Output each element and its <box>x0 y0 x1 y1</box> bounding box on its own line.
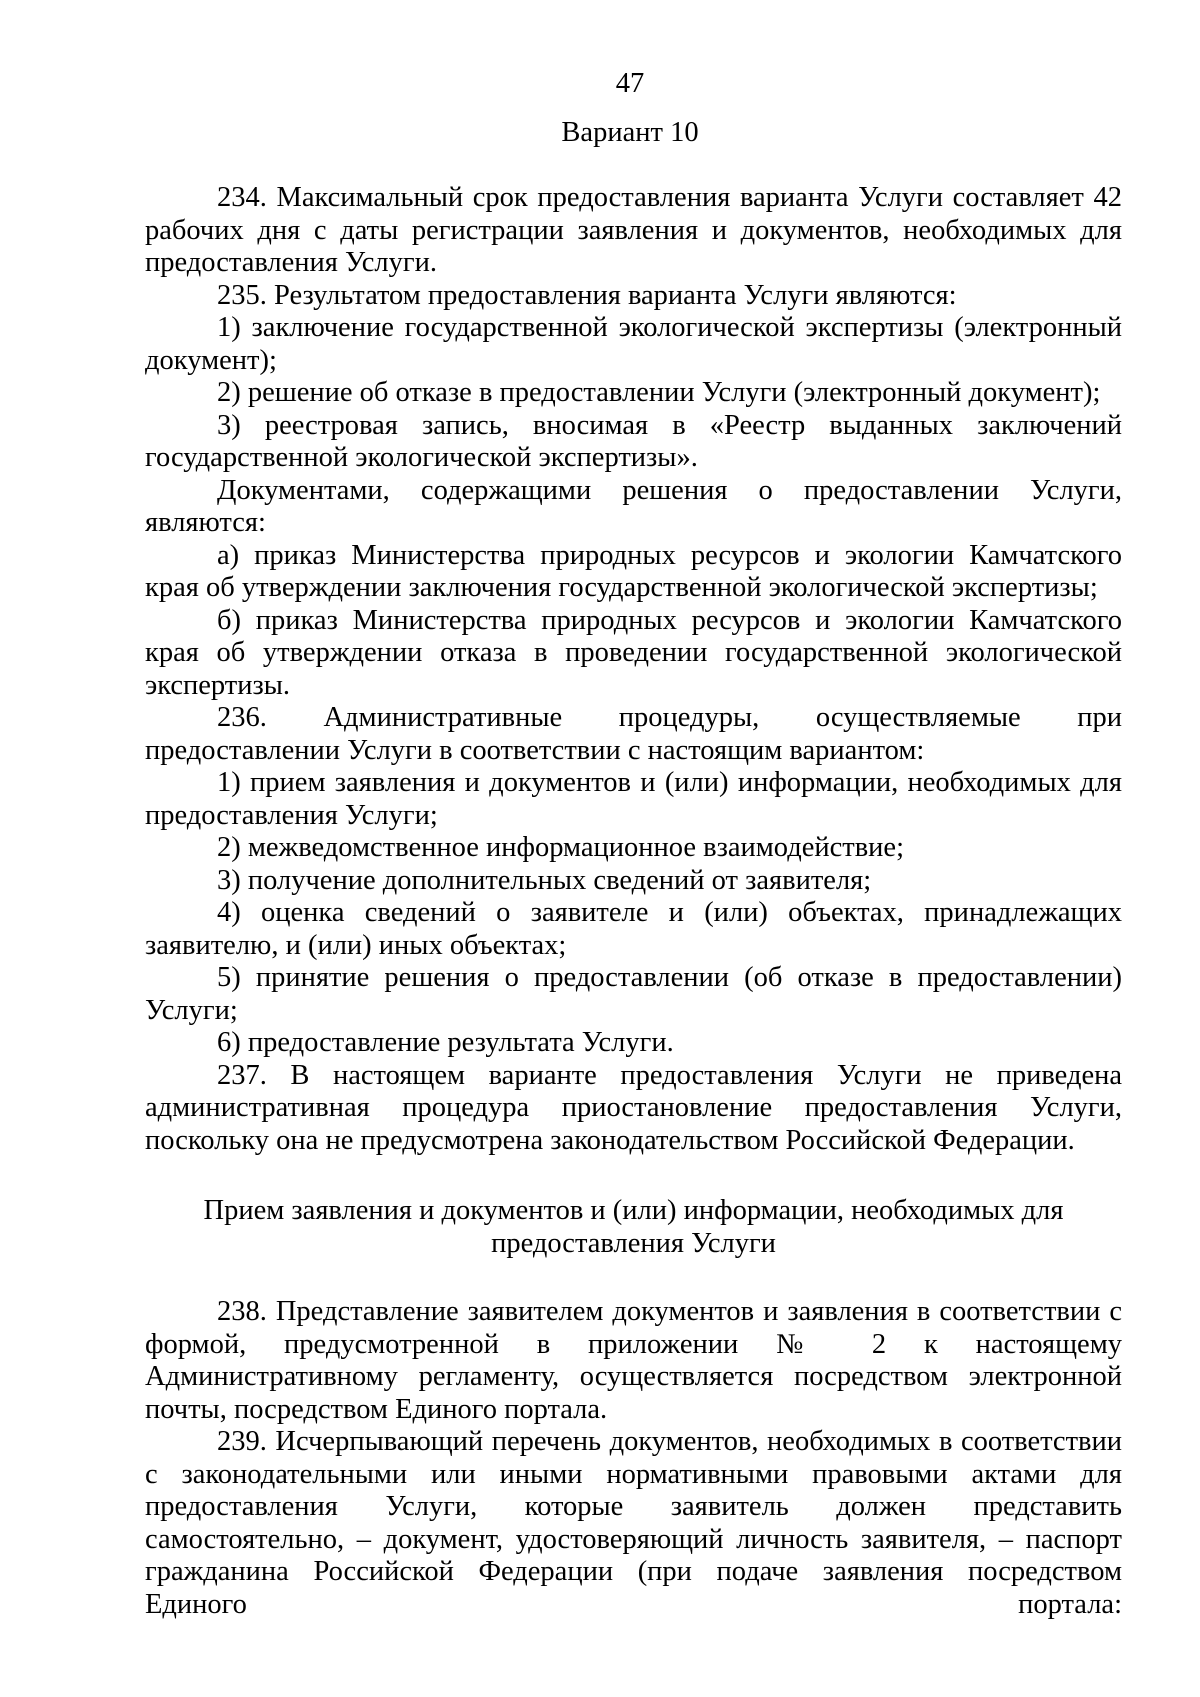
paragraph-236: 236. Административные процедуры, осуществляемые при предоставлении Услуги в соответствии с настоящим вариантом: <box>145 702 1122 766</box>
list-item-236-1: 1) прием заявления и документов и (или) информации, необходимых для предоставления Услуги; <box>145 767 1122 831</box>
list-item-236-3: 3) получение дополнительных сведений от заявителя; <box>217 864 872 896</box>
list-item-decision-b: б) приказ Министерства природных ресурсов и экологии Камчатского края об утверждении отказа в проведении государственной экологической экспертизы. <box>145 604 1122 701</box>
list-item-236-4: 4) оценка сведений о заявителе и (или) объектах, принадлежащих заявителю, и (или) иных объектах; <box>145 897 1122 961</box>
list-item-236-5: 5) принятие решения о предоставлении (об отказе в предоставлении) Услуги; <box>145 962 1122 1026</box>
paragraph-239: 239. Исчерпывающий перечень документов, необходимых в соответствии с законодательными или иными нормативными правовыми актами для предоставления Услуги, которые заявитель должен представить самостоятельно, – документ, удостоверяющий личность заявителя, – паспорт гражданина Российской Федерации (при подаче заявления посредством Единого портала: <box>145 1426 1122 1620</box>
list-item-decision-a: а) приказ Министерства природных ресурсов и экологии Камчатского края об утверждении заключения государственной экологической экспертизы; <box>145 539 1122 603</box>
page-number: 47 <box>615 68 645 99</box>
list-item-236-6: 6) предоставление результата Услуги. <box>217 1027 674 1058</box>
paragraph-237: 237. В настоящем варианте предоставления Услуги не приведена административная процедура приостановление предоставления Услуги, поскольку она не предусмотрена законодательством Российской Федерации. <box>145 1059 1122 1156</box>
list-item-236-2: 2) межведомственное информационное взаимодействие; <box>217 832 904 863</box>
paragraph-238: 238. Представление заявителем документов и заявления в соответствии с формой, предусмотренной в приложении № 2 к настоящему Административному регламенту, осуществляется посредством электронной почты, посредством Единого портала. <box>145 1296 1122 1425</box>
paragraph-decision-documents: Документами, содержащими решения о предоставлении Услуги, являются: <box>145 474 1122 538</box>
section-heading: Прием заявления и документов и (или) информации, необходимых для предоставления Услуги <box>203 1195 1064 1259</box>
variant-title: Вариант 10 <box>561 117 699 148</box>
list-item-235-3: 3) реестровая запись, вносимая в «Реестр выданных заключений государственной экологической экспертизы». <box>145 409 1122 473</box>
list-item-235-1: 1) заключение государственной экологической экспертизы (электронный документ); <box>145 312 1122 376</box>
document-body <box>145 182 1122 1621</box>
paragraph-234: 234. Максимальный срок предоставления варианта Услуги составляет 42 рабочих дня с даты регистрации заявления и документов, необходимых для предоставления Услуги. <box>145 182 1122 278</box>
paragraph-235: 235. Результатом предоставления варианта Услуги являются: <box>217 279 957 311</box>
list-item-235-2: 2) решение об отказе в предоставлении Услуги (электронный документ); <box>217 377 1101 408</box>
